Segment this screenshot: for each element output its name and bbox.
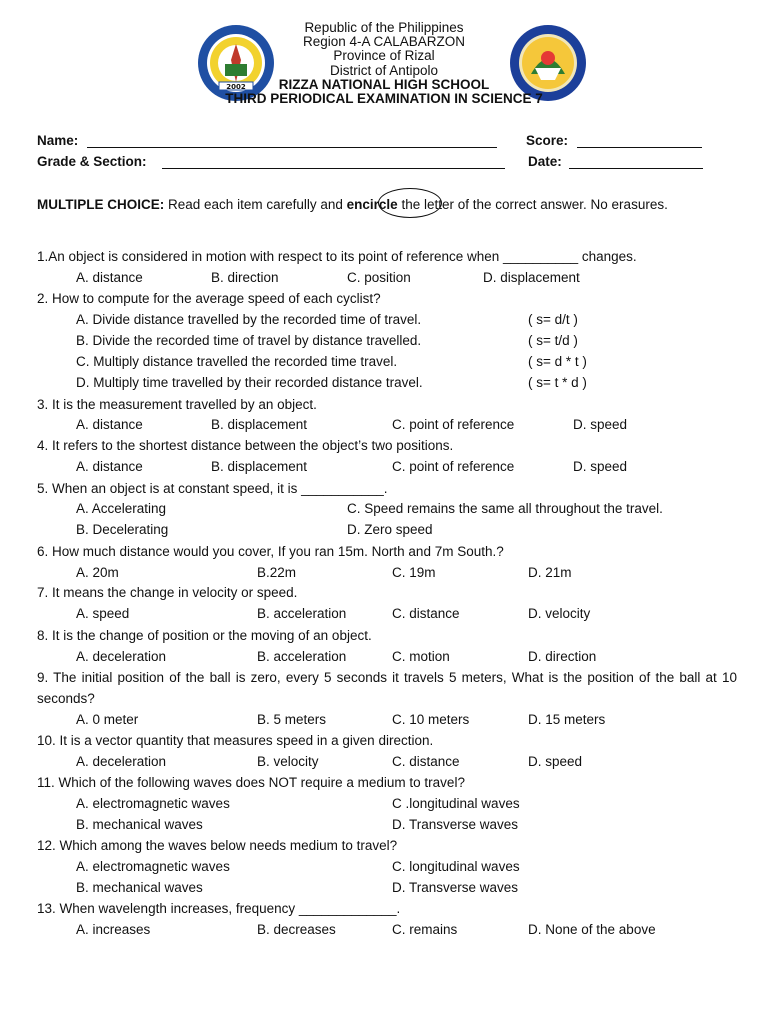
q6-option-a[interactable]: A. 20m: [76, 565, 119, 580]
q6-option-b[interactable]: B.22m: [257, 565, 297, 580]
q2-option-d[interactable]: D. Multiply time travelled by their recorded distance travel.: [76, 375, 423, 390]
encircle-mark: [378, 188, 442, 218]
question-5: 5. When an object is at constant speed, it is ___________.: [37, 481, 388, 496]
q4-option-c[interactable]: C. point of reference: [392, 459, 515, 474]
q4-option-a[interactable]: A. distance: [76, 459, 143, 474]
q11-option-a[interactable]: A. electromagnetic waves: [76, 796, 230, 811]
q12-option-c[interactable]: C. longitudinal waves: [392, 859, 520, 874]
q1-option-c[interactable]: C. position: [347, 270, 411, 285]
q1-option-b[interactable]: B. direction: [211, 270, 279, 285]
q2-option-b[interactable]: B. Divide the recorded time of travel by distance travelled.: [76, 333, 422, 348]
q3-option-b[interactable]: B. displacement: [211, 417, 308, 432]
name-row: [37, 133, 737, 153]
question-3: 3. It is the measurement travelled by an object.: [37, 397, 317, 412]
question-12: 12. Which among the waves below needs medium to travel?: [37, 838, 398, 853]
question-4: 4. It refers to the shortest distance between the object’s two positions.: [37, 438, 454, 453]
header-district: District of Antipolo: [329, 62, 439, 78]
grade-field[interactable]: [162, 154, 505, 169]
grade-row: [37, 154, 737, 174]
q2-formula-a: ( s= d/t ): [528, 312, 578, 327]
q9-option-b[interactable]: B. 5 meters: [257, 712, 327, 727]
q4-option-d[interactable]: D. speed: [573, 459, 628, 474]
instructions-after: the letter of the correct answer. No erasures.: [401, 197, 668, 212]
name-field[interactable]: [87, 133, 497, 148]
q2-option-c[interactable]: C. Multiply distance travelled the recorded time travel.: [76, 354, 398, 369]
instructions-keyword: encircle: [346, 197, 398, 212]
score-label: Score:: [526, 133, 569, 148]
date-field[interactable]: [569, 154, 703, 169]
q5-option-d[interactable]: D. Zero speed: [347, 522, 433, 537]
q9-option-d[interactable]: D. 15 meters: [528, 712, 606, 727]
header-province: Province of Rizal: [333, 48, 435, 64]
q10-option-c[interactable]: C. distance: [392, 754, 460, 769]
q5-option-b[interactable]: B. Decelerating: [76, 522, 169, 537]
q11-option-b[interactable]: B. mechanical waves: [76, 817, 203, 832]
header-region: Region 4-A CALABARZON: [302, 34, 466, 50]
q8-option-d[interactable]: D. direction: [528, 649, 597, 664]
q13-option-c[interactable]: C. remains: [392, 922, 458, 937]
q9-option-a[interactable]: A. 0 meter: [76, 712, 139, 727]
school-header: [0, 21, 768, 106]
q2-formula-b: ( s= t/d ): [528, 333, 578, 348]
q13-option-d[interactable]: D. None of the above: [528, 922, 656, 937]
q7-option-a[interactable]: A. speed: [76, 606, 130, 621]
q8-option-b[interactable]: B. acceleration: [257, 649, 347, 664]
q5-option-c[interactable]: C. Speed remains the same all throughout the travel.: [347, 501, 663, 516]
score-field[interactable]: [577, 133, 702, 148]
exam-title: THIRD PERIODICAL EXAMINATION IN SCIENCE 7: [225, 91, 543, 107]
q10-option-a[interactable]: A. deceleration: [76, 754, 167, 769]
q4-option-b[interactable]: B. displacement: [211, 459, 308, 474]
q1-option-d[interactable]: D. displacement: [483, 270, 580, 285]
question-10: 10. It is a vector quantity that measures speed in a given direction.: [37, 733, 434, 748]
q3-option-a[interactable]: A. distance: [76, 417, 143, 432]
q7-option-d[interactable]: D. velocity: [528, 606, 591, 621]
instructions-before: Read each item carefully and: [168, 197, 343, 212]
question-6: 6. How much distance would you cover, If you ran 15m. North and 7m South.?: [37, 544, 504, 559]
q12-option-d[interactable]: D. Transverse waves: [392, 880, 519, 895]
q2-option-a[interactable]: A. Divide distance travelled by the recorded time of travel.: [76, 312, 422, 327]
q8-option-a[interactable]: A. deceleration: [76, 649, 167, 664]
instructions-heading: MULTIPLE CHOICE:: [37, 197, 165, 212]
q12-option-b[interactable]: B. mechanical waves: [76, 880, 203, 895]
question-1: 1.An object is considered in motion with respect to its point of reference when __________ changes.: [37, 249, 637, 264]
school-name: RIZZA NATIONAL HIGH SCHOOL: [278, 76, 490, 92]
q1-option-a[interactable]: A. distance: [76, 270, 143, 285]
q10-option-b[interactable]: B. velocity: [257, 754, 319, 769]
q3-option-c[interactable]: C. point of reference: [392, 417, 515, 432]
q6-option-d[interactable]: D. 21m: [528, 565, 572, 580]
question-8: 8. It is the change of position or the moving of an object.: [37, 628, 372, 643]
question-2: 2. How to compute for the average speed of each cyclist?: [37, 291, 381, 306]
q9-option-c[interactable]: C. 10 meters: [392, 712, 470, 727]
q6-option-c[interactable]: C. 19m: [392, 565, 436, 580]
q7-option-b[interactable]: B. acceleration: [257, 606, 347, 621]
q2-formula-d: ( s= t * d ): [528, 375, 587, 390]
q5-option-a[interactable]: A. Accelerating: [76, 501, 167, 516]
name-label: Name:: [37, 133, 79, 148]
q2-formula-c: ( s= d * t ): [528, 354, 587, 369]
q8-option-c[interactable]: C. motion: [392, 649, 450, 664]
q7-option-c[interactable]: C. distance: [392, 606, 460, 621]
question-7: 7. It means the change in velocity or speed.: [37, 585, 298, 600]
q11-option-c[interactable]: C .longitudinal waves: [392, 796, 520, 811]
grade-label: Grade & Section:: [37, 154, 147, 169]
q11-option-d[interactable]: D. Transverse waves: [392, 817, 519, 832]
question-13: 13. When wavelength increases, frequency _____________.: [37, 901, 401, 916]
q13-option-a[interactable]: A. increases: [76, 922, 151, 937]
q12-option-a[interactable]: A. electromagnetic waves: [76, 859, 230, 874]
question-11: 11. Which of the following waves does NOT require a medium to travel?: [37, 775, 465, 790]
date-label: Date:: [528, 154, 562, 169]
header-republic: Republic of the Philippines: [304, 20, 464, 35]
seal-year: 2002: [226, 83, 246, 91]
q3-option-d[interactable]: D. speed: [573, 417, 628, 432]
q10-option-d[interactable]: D. speed: [528, 754, 583, 769]
q13-option-b[interactable]: B. decreases: [257, 922, 336, 937]
question-9: 9. The initial position of the ball is zero, every 5 seconds it travels 5 meters, What is the position of the ball at 10 seconds?: [37, 670, 737, 706]
